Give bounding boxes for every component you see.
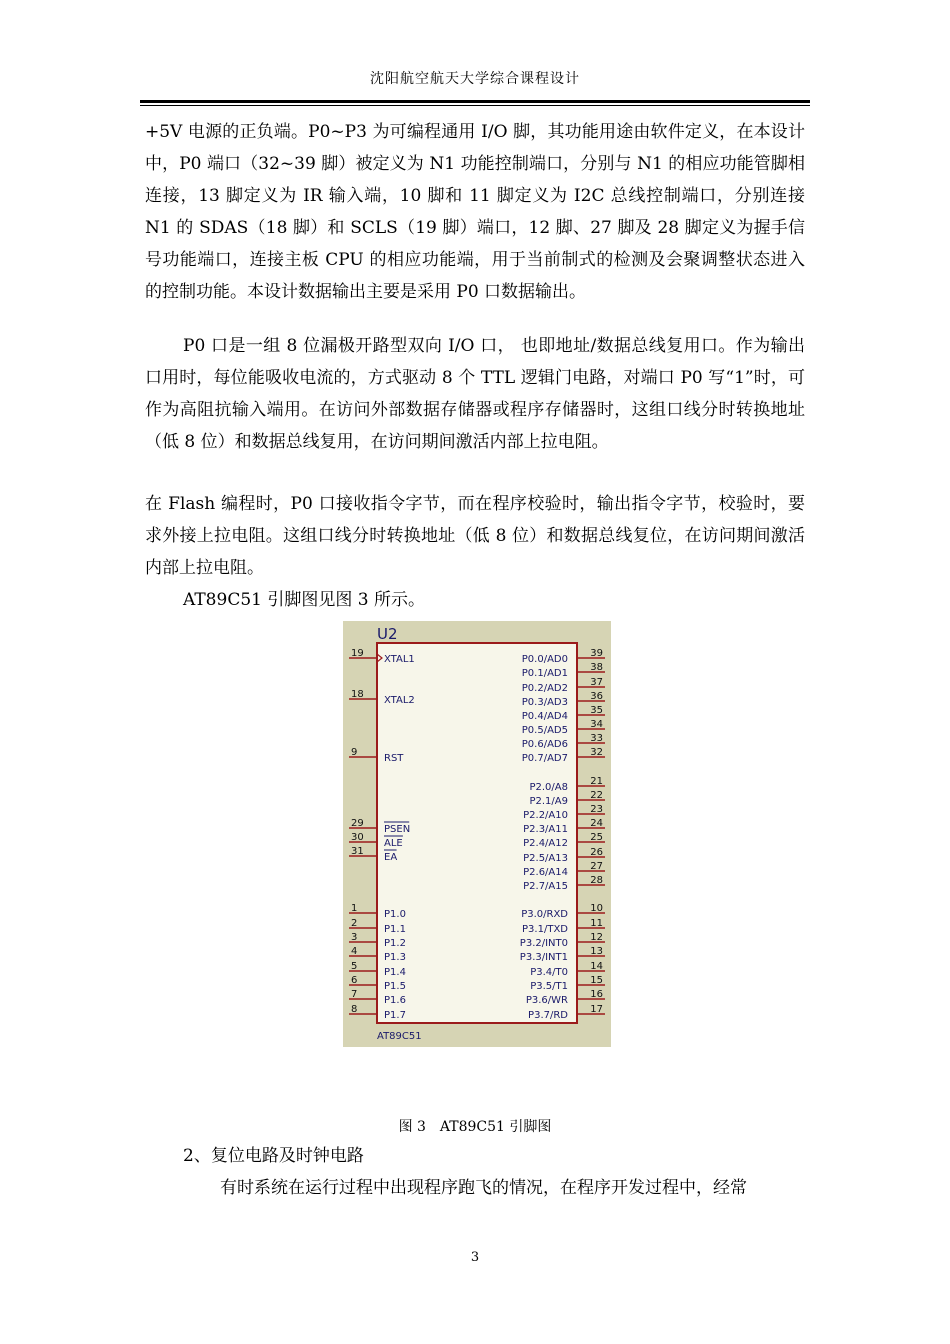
right-pin-label: P0.3/AD3 [521, 697, 568, 708]
left-pin-label: RST [384, 753, 404, 764]
right-pin-number: 39 [590, 648, 603, 659]
paragraph-4: AT89C51 引脚图见图 3 所示。 [183, 590, 425, 610]
left-pin-number: 5 [351, 961, 358, 972]
left-pin-number: 1 [351, 903, 358, 914]
left-pin-number: 9 [351, 747, 358, 758]
left-pin-label: P1.7 [384, 1010, 406, 1021]
left-pin-number: 4 [351, 946, 358, 957]
chip-schematic [343, 621, 611, 1047]
right-pin-label: P0.1/AD1 [521, 668, 568, 679]
left-pin-label: PSEN [384, 824, 411, 835]
header-rule-thick [140, 100, 810, 103]
left-pin-label: P1.4 [384, 967, 406, 978]
chip-part-label: AT89C51 [377, 1031, 422, 1042]
right-pin-number: 35 [590, 705, 603, 716]
left-pin-number: 18 [351, 689, 364, 700]
section-heading: 2、复位电路及时钟电路 [183, 1146, 364, 1166]
right-pin-label: P2.3/A11 [523, 824, 568, 835]
right-pin-number: 38 [590, 662, 603, 673]
paragraph-3: 在 Flash 编程时，P0 口接收指令字节，而在程序校验时，输出指令字节，校验时，要求外接上拉电阻。这组口线分时转换地址（低 8 位）和数据总线复位，在访问期间激活内部上拉电阻。 [145, 494, 805, 578]
right-pin-number: 15 [590, 975, 603, 986]
right-pin-number: 24 [590, 818, 603, 829]
left-pin-label: P1.5 [384, 981, 406, 992]
right-pin-number: 27 [590, 861, 603, 872]
right-pin-number: 22 [590, 790, 603, 801]
left-pin-label: ALE [384, 838, 403, 849]
right-pin-number: 13 [590, 946, 603, 957]
right-pin-label: P0.6/AD6 [521, 739, 568, 750]
left-pin-label: XTAL1 [384, 654, 415, 665]
right-pin-number: 36 [590, 691, 603, 702]
left-pin-label: EA [384, 852, 398, 863]
right-pin-label: P3.2/INT0 [519, 938, 568, 949]
right-pin-label: P2.6/A14 [523, 867, 568, 878]
left-pin-number: 31 [351, 846, 364, 857]
right-pin-number: 33 [590, 733, 603, 744]
right-pin-number: 11 [590, 918, 603, 929]
right-pin-number: 10 [590, 903, 603, 914]
right-pin-number: 28 [590, 875, 603, 886]
right-pin-number: 23 [590, 804, 603, 815]
left-pin-number: 8 [351, 1004, 358, 1015]
right-pin-label: P0.7/AD7 [521, 753, 568, 764]
page-number: 3 [470, 1250, 480, 1265]
right-pin-number: 32 [590, 747, 603, 758]
right-pin-label: P2.4/A12 [523, 838, 568, 849]
right-pin-number: 34 [590, 719, 603, 730]
chip-reference-label: U2 [377, 625, 398, 643]
left-pin-label: P1.1 [384, 924, 406, 935]
left-pin-label: XTAL2 [384, 695, 415, 706]
right-pin-number: 16 [590, 989, 603, 1000]
left-pin-label: P1.3 [384, 952, 406, 963]
left-pin-label: P1.6 [384, 995, 406, 1006]
right-pin-label: P0.0/AD0 [521, 654, 568, 665]
right-pin-number: 12 [590, 932, 603, 943]
right-pin-number: 25 [590, 832, 603, 843]
right-pin-label: P3.1/TXD [522, 924, 568, 935]
right-pin-label: P0.2/AD2 [521, 683, 568, 694]
left-pin-number: 19 [351, 648, 364, 659]
right-pin-label: P3.3/INT1 [519, 952, 568, 963]
right-pin-label: P3.0/RXD [521, 909, 568, 920]
right-pin-label: P0.4/AD4 [521, 711, 568, 722]
right-pin-label: P2.0/A8 [529, 782, 568, 793]
page-header: 沈阳航空航天大学综合课程设计 [370, 71, 580, 87]
left-pin-label: P1.0 [384, 909, 406, 920]
right-pin-label: P3.5/T1 [530, 981, 568, 992]
right-pin-label: P3.7/RD [528, 1010, 568, 1021]
figure-caption: 图 3 AT89C51 引脚图 [398, 1119, 552, 1135]
left-pin-number: 7 [351, 989, 358, 1000]
right-pin-label: P2.1/A9 [529, 796, 568, 807]
left-pin-number: 2 [351, 918, 358, 929]
left-pin-number: 6 [351, 975, 358, 986]
right-pin-label: P3.6/WR [525, 995, 568, 1006]
right-pin-label: P2.7/A15 [523, 881, 568, 892]
right-pin-number: 26 [590, 847, 603, 858]
right-pin-label: P2.5/A13 [523, 853, 568, 864]
left-pin-number: 29 [351, 818, 364, 829]
right-pin-number: 17 [590, 1004, 603, 1015]
right-pin-number: 21 [590, 776, 603, 787]
at89c51-pinout-figure [343, 621, 611, 1047]
right-pin-label: P0.5/AD5 [521, 725, 568, 736]
left-pin-number: 30 [351, 832, 364, 843]
right-pin-number: 14 [590, 961, 603, 972]
paragraph-1: +5V 电源的正负端。P0~P3 为可编程通用 I/O 脚，其功能用途由软件定义，在本设计中，P0 端口（32~39 脚）被定义为 N1 功能控制端口，分别与 N1 的相应功能管脚相连接，13 脚定义为 IR 输入端，10 脚和 11 脚定义为 I2C 总线控制端口，分别连接 N1 的 SDAS（18 脚）和 SCLS（19 脚）端口，12 脚、27 脚及 28 脚定义为握手信号功能端口，连接主板 CPU 的相应功能端，用于当前制式的检测及会聚调整状态进入的控制功能。本设计数据输出主要是采用 P0 口数据输出。 [145, 122, 805, 302]
left-pin-number: 3 [351, 932, 358, 943]
right-pin-label: P2.2/A10 [523, 810, 568, 821]
right-pin-number: 37 [590, 677, 603, 688]
right-pin-label: P3.4/T0 [530, 967, 568, 978]
paragraph-5: 有时系统在运行过程中出现程序跑飞的情况，在程序开发过程中，经常 [220, 1178, 747, 1198]
paragraph-2: P0 口是一组 8 位漏极开路型双向 I/O 口， 也即地址/数据总线复用口。作为输出口用时，每位能吸收电流的，方式驱动 8 个 TTL 逻辑门电路，对端口 P0 写“1”时，可作为高阻抗输入端用。在访问外部数据存储器或程序存储器时，这组口线分时转换地址（低 8 位）和数据总线复用，在访问期间激活内部上拉电阻。 [145, 336, 805, 452]
left-pin-label: P1.2 [384, 938, 406, 949]
header-rule-thin [140, 105, 810, 106]
